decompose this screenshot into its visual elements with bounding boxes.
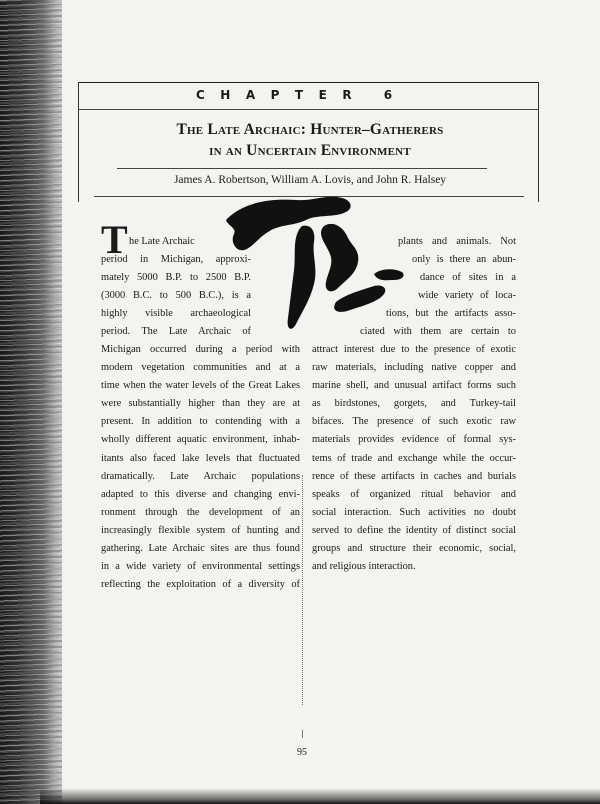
text-line: raw materials, including native copper and	[312, 362, 516, 374]
frame-top-rule	[78, 82, 538, 83]
text-line: tions, but the artifacts asso-	[386, 308, 516, 319]
text-line: as birdstones, gorgets, and Turkey-tail	[312, 398, 516, 410]
left-column-wrap-narrow	[101, 251, 251, 341]
frame-chapter-rule	[78, 109, 538, 110]
text-line: were substantially higher than they are at	[101, 398, 300, 410]
book-binding-shadow	[0, 0, 62, 804]
text-line: served to define the identity of distinct social	[312, 524, 516, 536]
left-column-wrap-top	[129, 233, 205, 251]
page-number: 95	[297, 747, 307, 758]
text-line: time when the water levels of the Great Lakes	[101, 380, 300, 392]
text-line: highly visible archaeological	[101, 308, 251, 320]
right-column-body	[312, 341, 516, 576]
title-rule	[117, 168, 487, 169]
text-line: adapted to this diverse and changing envi-	[101, 488, 300, 500]
drop-cap: T	[101, 217, 128, 262]
text-line: plants and animals. Not	[398, 236, 516, 247]
text-line: wholly different aquatic environment, inhab-	[101, 434, 300, 446]
text-line: gathering. Late Archaic sites are thus found	[101, 543, 300, 555]
lake-michigan-shape	[288, 226, 316, 329]
text-line: tems of trade and exchange while the occur-	[312, 452, 516, 464]
right-column-wrap-5	[386, 305, 516, 323]
chapter-title-line-2: in an Uncertain Environment	[209, 142, 411, 159]
right-column-wrap-4	[418, 287, 516, 305]
text-line: itants also faced lake levels that fluctuated	[101, 452, 300, 464]
text-line: (3000 B.C. to 500 B.C.), is a	[101, 290, 251, 302]
lake-erie-shape	[334, 285, 385, 311]
text-line: he Late Archaic	[129, 236, 195, 247]
right-column-wrap-3	[420, 269, 516, 287]
text-line: increasingly flexible system of hunting and	[101, 524, 300, 536]
frame-left-rule	[78, 82, 79, 202]
text-line: ciated with them are certain to	[360, 326, 516, 337]
chapter-label: CHAPTER	[196, 88, 368, 102]
text-line: dance of sites in a	[420, 272, 516, 283]
text-line: speaks of organized ritual behavior and	[312, 488, 516, 500]
text-line: bifaces. The presence of such exotic raw	[312, 416, 516, 428]
text-line: mately 5000 B.P. to 2500 B.P.	[101, 272, 251, 284]
chapter-number: 6	[383, 88, 408, 102]
text-line: marine shell, and unusual artifact forms such	[312, 380, 516, 392]
text-line: only is there an abun-	[412, 254, 516, 265]
text-line: modern vegetation communities and at a	[101, 362, 300, 374]
right-column-wrap-6	[360, 323, 516, 341]
text-line: attract interest due to the presence of exotic	[312, 344, 516, 355]
column-divider	[302, 475, 303, 705]
chapter-title-line-1: The Late Archaic: Hunter–Gatherers	[176, 121, 444, 138]
text-line: period in Michigan, approxi-	[101, 254, 251, 265]
right-column-wrap-2	[412, 251, 516, 269]
page-bottom-shadow	[40, 788, 600, 804]
authors-line: James A. Robertson, William A. Lovis, and John R. Halsey	[173, 174, 447, 186]
text-line: ronment through the development of an	[101, 506, 300, 518]
footer-tick	[302, 730, 303, 738]
text-line: materials provides evidence of formal sys-	[312, 434, 516, 446]
text-line: social interaction. Such activities no doubt	[312, 506, 516, 518]
right-column-wrap-1	[398, 233, 516, 251]
text-line: dramatically. Late Archaic populations	[101, 470, 300, 482]
left-column-body	[101, 341, 300, 594]
text-line: rence of these artifacts in caches and burials	[312, 470, 516, 482]
text-line: reflecting the exploitation of a diversity of	[101, 579, 300, 591]
lake-ontario-shape	[374, 269, 404, 280]
text-line: in a wide variety of environmental settings	[101, 561, 300, 573]
text-line: and religious interaction.	[312, 561, 416, 573]
frame-right-rule	[538, 82, 539, 202]
text-line: groups and structure their economic, social,	[312, 543, 516, 555]
chapter-heading	[196, 88, 456, 102]
text-line: Michigan occurred during a period with	[101, 344, 300, 355]
text-line: present. In addition to contending with a	[101, 416, 300, 428]
text-line: wide variety of loca-	[418, 290, 516, 301]
lake-huron-shape	[321, 224, 358, 291]
text-line: period. The Late Archaic of	[101, 326, 251, 338]
